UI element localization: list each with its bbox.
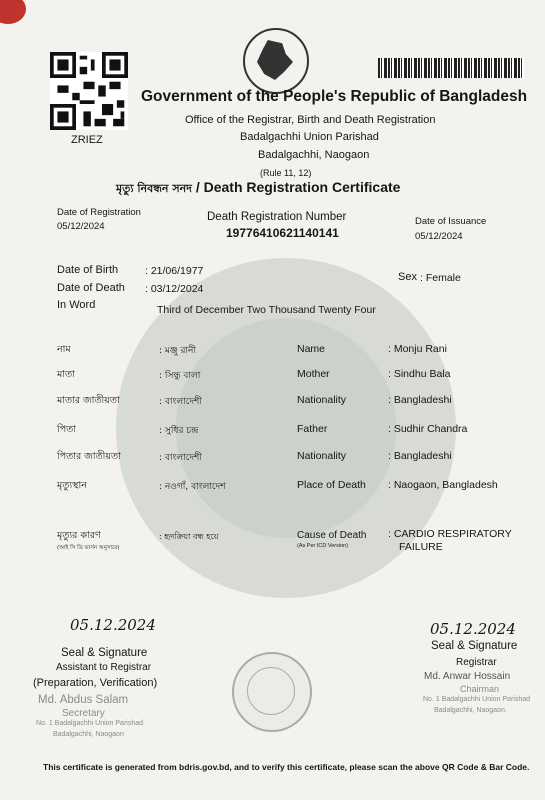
cause-bn-value: : হৃদক্রিয়া বন্ধ হয়ে bbox=[159, 532, 219, 541]
left-seal-label: Seal & Signature bbox=[61, 647, 148, 659]
detail-row-bn-label: মাতার জাতীয়তা bbox=[57, 395, 120, 406]
right-stamp-title: Chairman bbox=[460, 684, 500, 694]
detail-row-en-value: : Bangladeshi bbox=[388, 394, 452, 406]
right-signature-handwriting: 05.12.2024 bbox=[430, 620, 516, 638]
left-stamp-line2: Badalgachhi, Naogaon bbox=[53, 731, 124, 738]
detail-row-en-value: : Sudhir Chandra bbox=[388, 423, 468, 435]
death-reg-number: 19776410621140141 bbox=[226, 226, 339, 240]
right-seal-label: Seal & Signature bbox=[431, 640, 518, 652]
detail-row-en-value: : Sindhu Bala bbox=[388, 368, 451, 380]
date-of-death: : 03/12/2024 bbox=[145, 283, 204, 295]
left-role-note: (Preparation, Verification) bbox=[33, 677, 158, 689]
right-stamp-line1: No. 1 Badalgachhi Union Parishad bbox=[423, 696, 531, 703]
right-stamp-name: Md. Anwar Hossain bbox=[424, 671, 511, 682]
detail-row-en-label: Nationality bbox=[297, 450, 347, 462]
detail-row-bn-value: : সুধির চন্দ্র bbox=[159, 426, 199, 436]
red-corner-mark bbox=[0, 0, 26, 24]
cause-en-value-1: : CARDIO RESPIRATORY bbox=[388, 528, 512, 540]
certificate-title bbox=[116, 179, 400, 199]
right-stamp-line2: Badalgachhi, Naogaon. bbox=[434, 707, 507, 714]
certificate-title-en: / Death Registration Certificate bbox=[195, 179, 401, 195]
qr-code-label: ZRIEZ bbox=[71, 134, 103, 146]
detail-row-bn-label: মাতা bbox=[57, 369, 75, 380]
detail-row-en-value: : Bangladeshi bbox=[388, 450, 452, 462]
detail-row-bn-label: নাম bbox=[57, 344, 71, 355]
sex: : Female bbox=[420, 272, 461, 284]
location: Badalgachhi, Naogaon bbox=[258, 149, 370, 161]
office-title: Office of the Registrar, Birth and Death Registration bbox=[185, 114, 436, 126]
watermark-mother-child-icon bbox=[176, 318, 396, 538]
detail-row-bn-label: পিতার জাতীয়তা bbox=[57, 451, 121, 462]
cause-bn-note: (আই সি ডি ভার্সন অনুসারে) bbox=[57, 545, 120, 551]
date-of-birth: : 21/06/1977 bbox=[145, 265, 204, 277]
left-stamp-title: Secretary bbox=[62, 708, 105, 719]
barcode bbox=[378, 58, 524, 78]
detail-row-en-label: Father bbox=[297, 423, 328, 435]
left-signature-handwriting: 05.12.2024 bbox=[70, 616, 156, 634]
in-word: Third of December Two Thousand Twenty Four bbox=[157, 304, 376, 316]
detail-row-en-value: : Monju Rani bbox=[388, 343, 447, 355]
detail-row-en-value: : Naogaon, Bangladesh bbox=[388, 479, 498, 491]
date-of-registration: 05/12/2024 bbox=[57, 221, 105, 232]
in-word-label: In Word bbox=[57, 299, 96, 311]
detail-row-bn-value: : বাংলাদেশী bbox=[159, 397, 202, 407]
certificate-title-bn: মৃত্যু নিবন্ধন সনদ bbox=[116, 182, 192, 195]
right-role: Registrar bbox=[456, 657, 497, 668]
government-emblem-icon bbox=[243, 28, 309, 94]
detail-row-bn-value: : নওগাঁ, বাংলাদেশ bbox=[159, 482, 226, 492]
detail-row-en-label: Mother bbox=[297, 368, 330, 380]
cause-en-value-2: FAILURE bbox=[399, 541, 443, 553]
death-reg-number-label: Death Registration Number bbox=[207, 211, 347, 223]
detail-row-bn-value: : সিন্ধু বালা bbox=[159, 371, 201, 381]
sex-label: Sex bbox=[398, 271, 417, 283]
detail-row-en-label: Nationality bbox=[297, 394, 347, 406]
union-parishad-seal-icon bbox=[232, 652, 312, 732]
detail-row-en-label: Name bbox=[297, 343, 326, 355]
detail-row-bn-label: পিতা bbox=[57, 424, 77, 435]
date-of-death-label: Date of Death bbox=[57, 282, 125, 294]
cause-en-label: Cause of Death bbox=[297, 530, 367, 541]
government-title: Government of the People's Republic of Bangladesh bbox=[141, 88, 528, 105]
date-of-issuance: 05/12/2024 bbox=[415, 231, 463, 242]
cause-bn-label: মৃত্যুর কারণ bbox=[57, 530, 101, 541]
detail-row-bn-label: মৃত্যুস্থান bbox=[57, 480, 87, 491]
date-of-registration-label: Date of Registration bbox=[57, 207, 141, 218]
union-parishad: Badalgachhi Union Parishad bbox=[240, 131, 379, 143]
detail-row-bn-value: : মঞ্জু রানী bbox=[159, 346, 196, 356]
left-stamp-line1: No. 1 Badalgachhi Union Parishad bbox=[36, 720, 144, 727]
detail-row-en-label: Place of Death bbox=[297, 479, 366, 491]
date-of-birth-label: Date of Birth bbox=[57, 264, 119, 276]
footer-note: This certificate is generated from bdris.gov.bd, and to verify this certificate, please scan the above QR Code & Bar Code. bbox=[43, 762, 530, 772]
rule-text: (Rule 11, 12) bbox=[260, 168, 312, 178]
detail-row-bn-value: : বাংলাদেশী bbox=[159, 453, 202, 463]
cause-en-note: (As Per ICD Version) bbox=[297, 543, 349, 549]
left-stamp-name: Md. Abdus Salam bbox=[38, 694, 129, 706]
left-role: Assistant to Registrar bbox=[56, 662, 152, 673]
date-of-issuance-label: Date of Issuance bbox=[415, 216, 487, 227]
qr-code bbox=[50, 52, 128, 130]
